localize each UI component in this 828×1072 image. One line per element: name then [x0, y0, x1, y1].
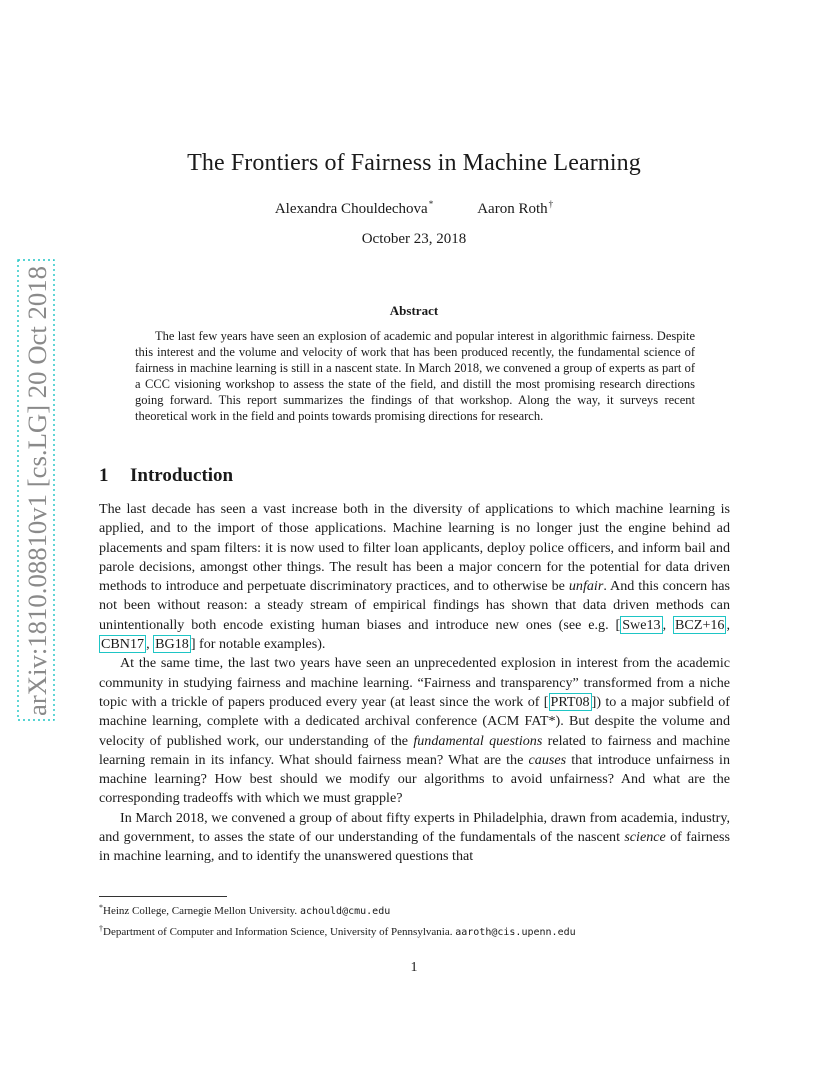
- emphasis: fundamental questions: [413, 732, 543, 749]
- text-run: The last decade has seen a vast increase both in the diversity of applications to which machine learning is applied, and to the import of those applications. Machine learning is no longer just the engine behind ad placements and spam filters: it is now used to filter loan applicants, deploy police officers, and inform bail and parole decisions, amongst other things. The result has been a major concern for the potential for data driven methods to introduce and perpetuate discriminatory practices, and to otherwise be: [99, 501, 730, 595]
- section-number: 1: [99, 465, 109, 486]
- text-run: that introduce unfairness in machine learning? How best should we modify our algorithms to avoid unfairness? And what are the corresponding tradeoffs with which we must grapple?: [99, 751, 730, 807]
- text-run: ) to a major subfield of machine learning, complete with a dedicated archival conference (ACM FAT*). But despite the volume and velocity of published work, our understanding of the: [99, 693, 730, 749]
- footnotes: [99, 899, 739, 941]
- section-heading: [99, 465, 233, 487]
- footnote-mark: †: [99, 924, 103, 933]
- abstract-heading: Abstract: [389, 303, 439, 318]
- footnote: [99, 899, 739, 920]
- text-run: for notable examples).: [195, 636, 326, 653]
- paragraph: [99, 809, 730, 867]
- footnote-text: Department of Computer and Information Science, University of Pennsylvania.: [103, 926, 456, 938]
- text-run: . And this concern has not been without reason: a steady stream of empirical findings has shown that data driven methods can unintentionally both encode existing human biases and introduce new ones (see e.g.: [99, 578, 730, 633]
- text-run: of fairness in machine learning, and to identify the unanswered questions that: [99, 829, 730, 865]
- author-name: Aaron Roth: [477, 201, 548, 217]
- email-link[interactable]: aaroth@cis.upenn.edu: [455, 927, 576, 938]
- email-link[interactable]: achould@cmu.edu: [299, 906, 391, 917]
- paper-title: The Frontiers of Fairness in Machine Learning: [187, 150, 641, 176]
- text-run: related to fairness and machine learning remain in its infancy. What should fairness mean? What are the: [99, 732, 731, 768]
- arxiv-stamp-text: arXiv:1810.08810v1 [cs.LG] 20 Oct 2018: [23, 278, 52, 716]
- footnote: [99, 920, 739, 941]
- paragraph: The last decade has seen a vast increase both in the diversity of applications to which machine learning is applied, and to the import of those applications. Machine learning is no longer just the engine behind ad placements and spam filters: it is now used to filter loan applicants, deploy police officers, and inform bail and parole decisions, amongst other things. The result has been a major concern for the potential for data driven methods to introduce and perpetuate discriminatory practices, and to otherwise be unfair. And this concern has not been without reason: a steady stream of empirical findings has shown that data driven methods can unintentionally both encode existing human biases and introduce new ones (see e.g. [ Swe13 , BCZ+16 , CBN17 , BG18 ] for notable examples).: [99, 501, 731, 653]
- author-name: Alexandra Chouldechova: [274, 201, 428, 217]
- emphasis: causes: [528, 751, 567, 768]
- footnote-rule: [99, 896, 227, 897]
- author-chouldechova: [275, 199, 433, 218]
- footnote-text: Heinz College, Carnegie Mellon University.: [103, 905, 300, 917]
- text-run: In March 2018, we convened a group of about fifty experts in Philadelphia, drawn from academia, industry, and government, to asses the state of our understanding of the fundamentals of the nascent: [99, 809, 730, 846]
- citation-link[interactable]: BG18: [155, 636, 189, 653]
- arxiv-stamp[interactable]: [16, 258, 56, 722]
- emphasis: science: [624, 829, 666, 846]
- footnote-mark: *: [99, 903, 103, 912]
- body-text: [99, 500, 730, 867]
- author-footnote-mark[interactable]: *: [428, 199, 434, 209]
- emphasis: unfair: [568, 578, 604, 595]
- paper-date: October 23, 2018: [361, 231, 467, 247]
- author-list: [0, 199, 828, 218]
- author-roth: [477, 199, 553, 218]
- abstract-text: The last few years have seen an explosion of academic and popular interest in algorithmic fairness. Despite this interest and the volume and velocity of work that has been produced recently, the fundamental science of fairness in machine learning is still in a nascent state. In March 2018, we convened a group of experts as part of a CCC visioning workshop to assess the state of the field, and distill the most promising research directions going forward. This report summarizes the findings of that workshop. Along the way, it surveys recent theoretical work in the field and points towards promising directions for research.: [135, 329, 695, 423]
- author-footnote-mark[interactable]: †: [548, 199, 554, 209]
- citation-link[interactable]: Swe13: [622, 616, 661, 633]
- citation-link[interactable]: BCZ+16: [675, 616, 725, 633]
- citation-link[interactable]: CBN17: [101, 636, 145, 653]
- citation-link[interactable]: PRT08: [550, 693, 590, 710]
- text-run: At the same time, the last two years have seen an unprecedented explosion in interest from the academic community in studying fairness and machine learning. “Fairness and transparency” transformed from a niche topic with a trickle of papers produced every year (at least since the work of: [99, 655, 730, 710]
- page-number: 1: [410, 960, 418, 975]
- section-title: Introduction: [130, 465, 234, 486]
- paragraph: At the same time, the last two years have seen an unprecedented explosion in interest from the academic community in studying fairness and machine learning. “Fairness and transparency” transformed from a niche topic with a trickle of papers produced every year (at least since the work of [ PRT08 ]) to a major subfield of machine learning, complete with a dedicated archival conference (ACM FAT*). But despite the volume and velocity of published work, our understanding of the fundamental questions related to fairness and machine learning remain in its infancy. What should fairness mean? What are the causes that introduce unfairness in machine learning? How best should we modify our algorithms to avoid unfairness? And what are the corresponding tradeoffs with which we must grapple?: [99, 655, 731, 807]
